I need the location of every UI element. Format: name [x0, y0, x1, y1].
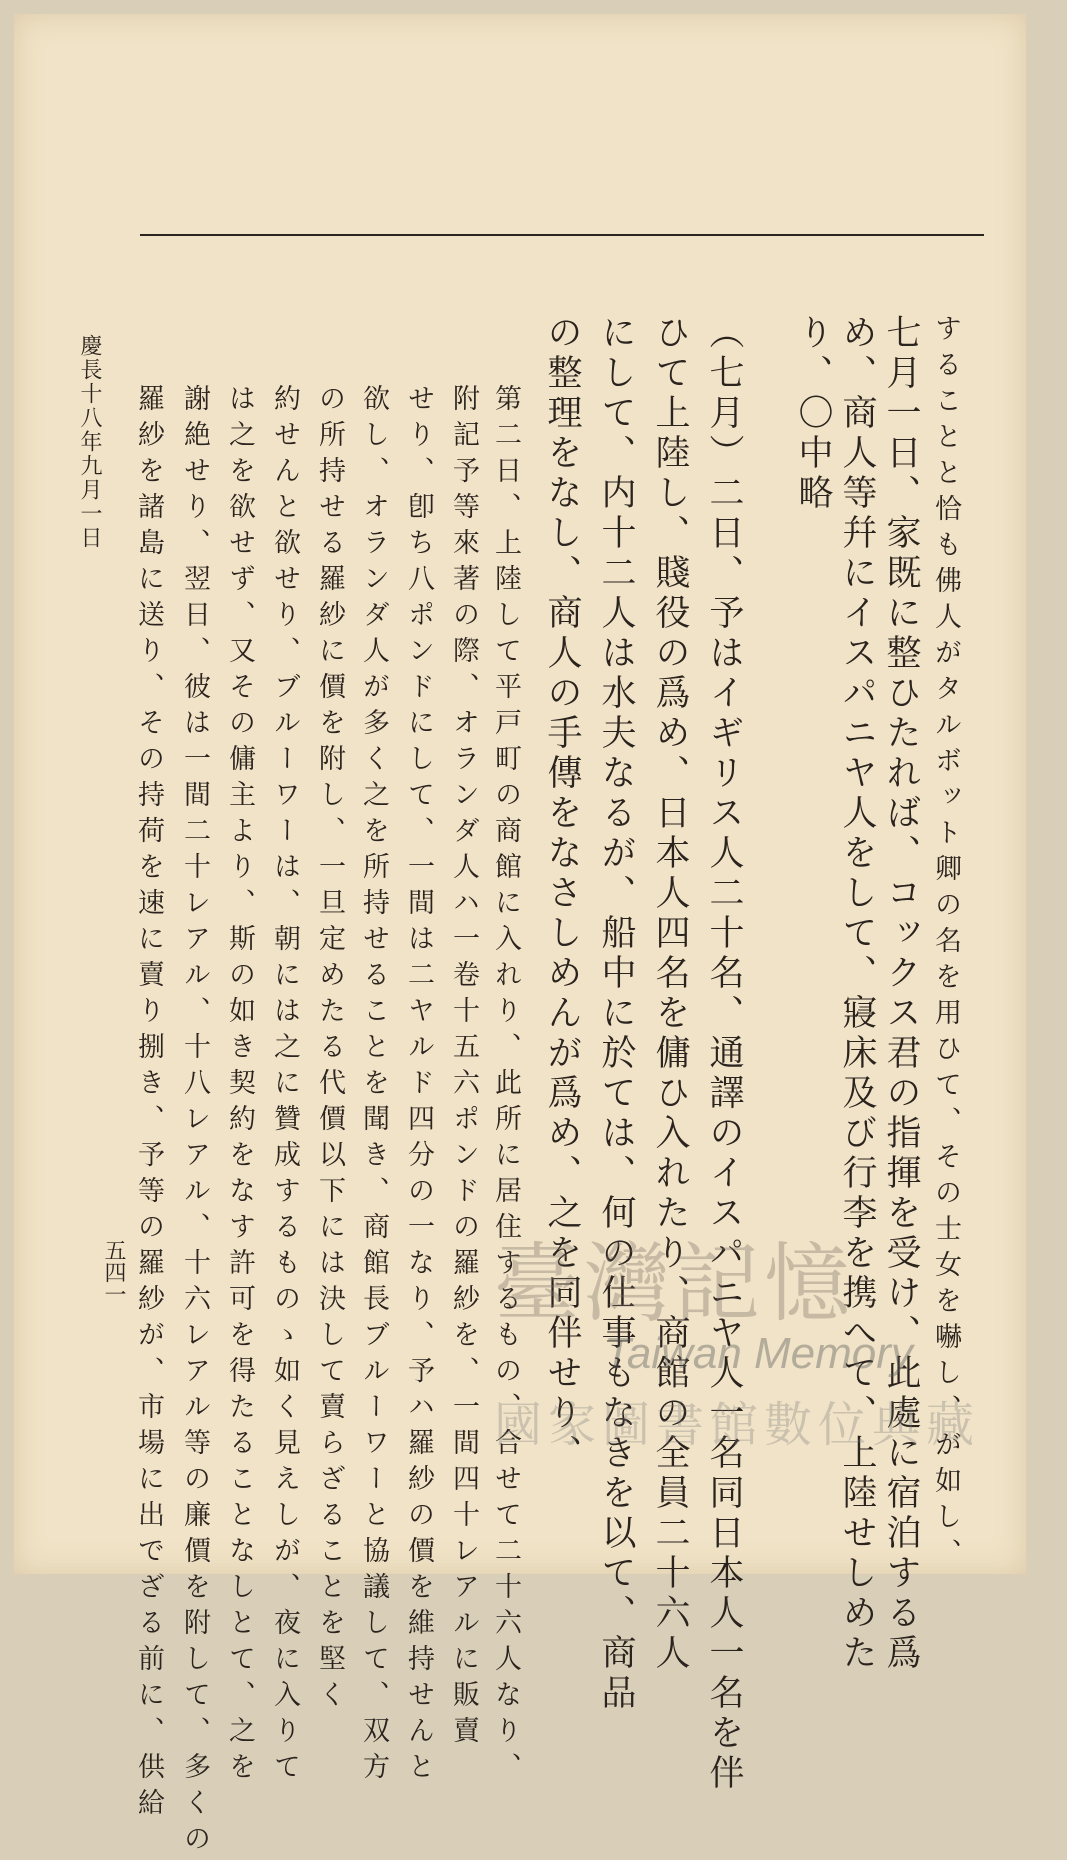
text-line-11: せり、卽ち八ポンドにして、一間は二ヤルド四分の一なり、予ハ羅紗の價を維持せんと [403, 384, 434, 1788]
text-line-7: にして、内十二人は水夫なるが、船中に於ては、何の仕事もなきを以て、商品 [596, 314, 636, 1714]
text-line-12: 欲し、オランダ人が多く之を所持せることを聞き、商館長ブルーワーと協議して、双方 [358, 384, 389, 1788]
page-number: 五四一 [101, 1239, 126, 1305]
text-line-2: 七月一日、家既に整ひたれば、コックス君の指揮を受け、此處に宿泊する爲 [881, 314, 921, 1674]
text-line-3: め、商人等幷にイスパニヤ人をして、寢床及び行李を携へて、上陸せしめた [837, 314, 877, 1674]
book-page [14, 14, 1026, 1860]
text-line-17: 羅紗を諸島に送り、その持荷を速に賣り捌き、予等の羅紗が、市場に出でざる前に、供給 [133, 384, 164, 1824]
text-line-16: 謝絶せり、翌日、彼は一間二十レアル、十八レアル、十六レアル等の廉價を附して、多くの [179, 384, 210, 1860]
text-line-10: 附記予等來著の際、オランダ人ハ一卷十五六ポンドの羅紗を、一間四十レアルに販賣 [448, 384, 479, 1752]
watermark [494, 1214, 1004, 1474]
text-line-5: （七月）二日、予はイギリス人二十名、通譯のイスパニヤ人一名同日本人一名を伴 [704, 314, 744, 1794]
footer-date: 慶長十八年九月一日 [77, 334, 102, 550]
text-line-4: り、〇中略 [793, 314, 833, 514]
watermark-title: 臺灣記憶 [494, 1234, 854, 1334]
text-line-15: は之を欲せず、又その傭主より、斯の如き契約をなす許可を得たることなしとて、之を [224, 384, 255, 1788]
text-line-8: の整理をなし、商人の手傳をなさしめんが爲め、之を同伴せり、 [542, 314, 582, 1474]
watermark-subtitle: Taiwan Memory [604, 1329, 913, 1378]
watermark-org: 國家圖書館數位典藏 [494, 1397, 981, 1453]
text-line-14: 約せんと欲せり、ブルーワーは、朝には之に贊成するものゝ如く見えしが、夜に入りて [269, 384, 300, 1788]
text-line-6: ひて上陸し、賤役の爲め、日本人四名を傭ひ入れたり、商館の全員二十六人 [650, 314, 690, 1674]
text-line-1: することと恰も佛人がタルボット卿の名を用ひて、その士女を嚇し、が如し、 [930, 314, 961, 1574]
header-rule [140, 234, 984, 236]
text-line-9: 第二日、上陸して平戸町の商館に入れり、此所に居住するもの、合せて二十六人なり、 [490, 384, 521, 1788]
text-line-13: の所持せる羅紗に價を附し、一旦定めたる代價以下には決して賣らざることを堅く [314, 384, 345, 1716]
